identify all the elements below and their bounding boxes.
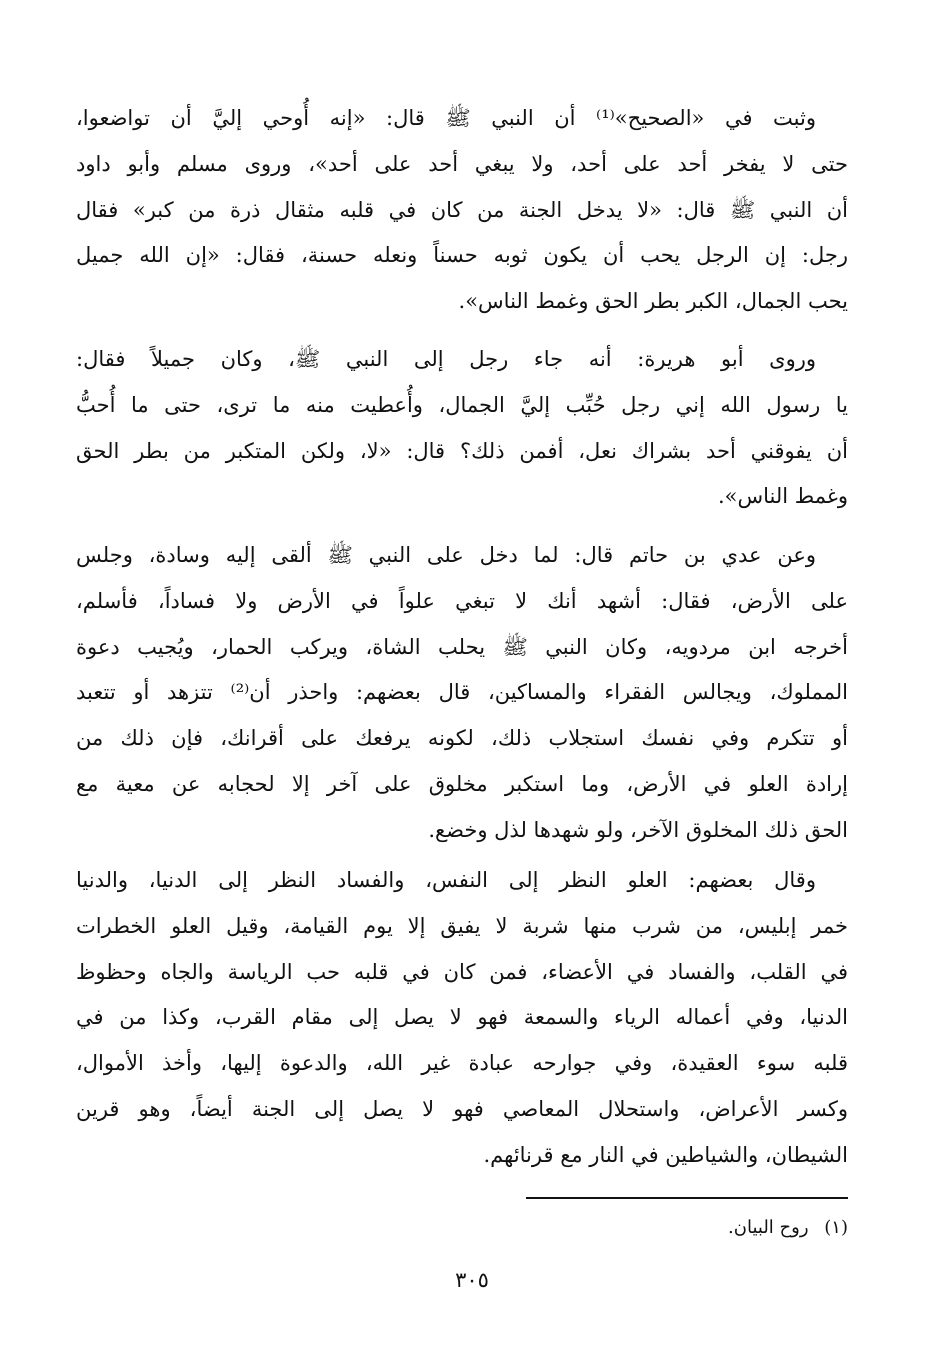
text-line: خمر إبليس، من شرب منها شربة لا يفيق إلا يوم القيامة، وقيل العلو الخطرات	[76, 913, 848, 938]
text-line: في القلب، والفساد في الأعضاء، فمن كان في قلبه حب الرياسة والجاه وحظوظ	[76, 959, 848, 984]
text-line: المملوك، ويجالس الفقراء والمساكين، قال بعضهم: واحذر أن⁽²⁾ تتزهد أو تتعبد	[76, 680, 848, 705]
text-line: أخرجه ابن مردويه، وكان النبي ﷺ يحلب الشاة، ويركب الحمار، ويُجيب دعوة	[76, 634, 848, 659]
paragraph-3	[76, 533, 848, 854]
text-line: وغمط الناس».	[718, 484, 848, 509]
text-line: أن النبي ﷺ قال: «لا يدخل الجنة من كان في قلبه مثقال ذرة من كبر» فقال	[76, 197, 848, 222]
text-line: الحق ذلك المخلوق الآخر، ولو شهدها لذل وخضع.	[428, 817, 848, 842]
text-line: وروى أبو هريرة: أنه جاء رجل إلى النبي ﷺ، وكان جميلاً فقال:	[76, 347, 816, 371]
text-line: الدنيا، وفي أعماله الرياء والسمعة فهو لا يصل إلى مقام القرب، وكذا من في	[76, 1005, 848, 1030]
text-line: حتى لا يفخر أحد على أحد، ولا يبغي أحد على أحد»، وروى مسلم وأبو داود	[76, 151, 848, 176]
page-number: ٣٠٥	[455, 1268, 489, 1292]
text-line: وعن عدي بن حاتم قال: لما دخل على النبي ﷺ ألقى إليه وسادة، وجلس	[76, 543, 817, 567]
text-line: وثبت في «الصحيح»⁽¹⁾ أن النبي ﷺ قال: «إنه أُوحي إليَّ أن تواضعوا،	[76, 106, 816, 130]
paragraph-1	[76, 96, 848, 325]
text-line: على الأرض، فقال: أشهد أنك لا تبغي علواً في الأرض ولا فساداً، فأسلم،	[76, 588, 848, 613]
footnote-divider	[526, 1197, 848, 1199]
text-line: أن يفوقني أحد بشراك نعل، أفمن ذلك؟ قال: «لا، ولكن المتكبر من بطر الحق	[76, 438, 848, 463]
text-line: قلبه سوء العقيدة، وفي جوارحه عبادة غير الله، والدعوة إليها، وأخذ الأموال،	[76, 1051, 848, 1076]
footnote-text: روح البيان.	[728, 1217, 809, 1238]
text-line: إرادة العلو في الأرض، وما استكبر مخلوق على آخر إلا لحجابه عن معية مع	[76, 771, 848, 796]
text-line: الشيطان، والشياطين في النار مع قرنائهم.	[483, 1142, 848, 1167]
text-line: وقال بعضهم: العلو النظر إلى النفس، والفساد النظر إلى الدنيا، والدنيا	[76, 868, 816, 892]
text-line: يا رسول الله إني رجل حُبِّب إليَّ الجمال، وأُعطيت منه ما ترى، حتى ما أُحبُّ	[76, 392, 848, 417]
footnote	[728, 1210, 848, 1246]
text-line: يحب الجمال، الكبر بطر الحق وغمط الناس».	[458, 289, 848, 314]
paragraph-2	[76, 337, 848, 520]
paragraph-4	[76, 858, 848, 1179]
text-line: رجل: إن الرجل يحب أن يكون ثوبه حسناً ونعله حسنة، فقال: «إن الله جميل	[76, 243, 848, 268]
text-line: وكسر الأعراض، واستحلال المعاصي فهو لا يصل إلى الجنة أيضاً، وهو قرين	[76, 1096, 848, 1121]
footnote-number: (١)	[824, 1217, 848, 1238]
text-line: أو تتكرم وفي نفسك استجلاب ذلك، لكونه يرفعك على أقرانك، فإن ذلك من	[76, 726, 848, 751]
